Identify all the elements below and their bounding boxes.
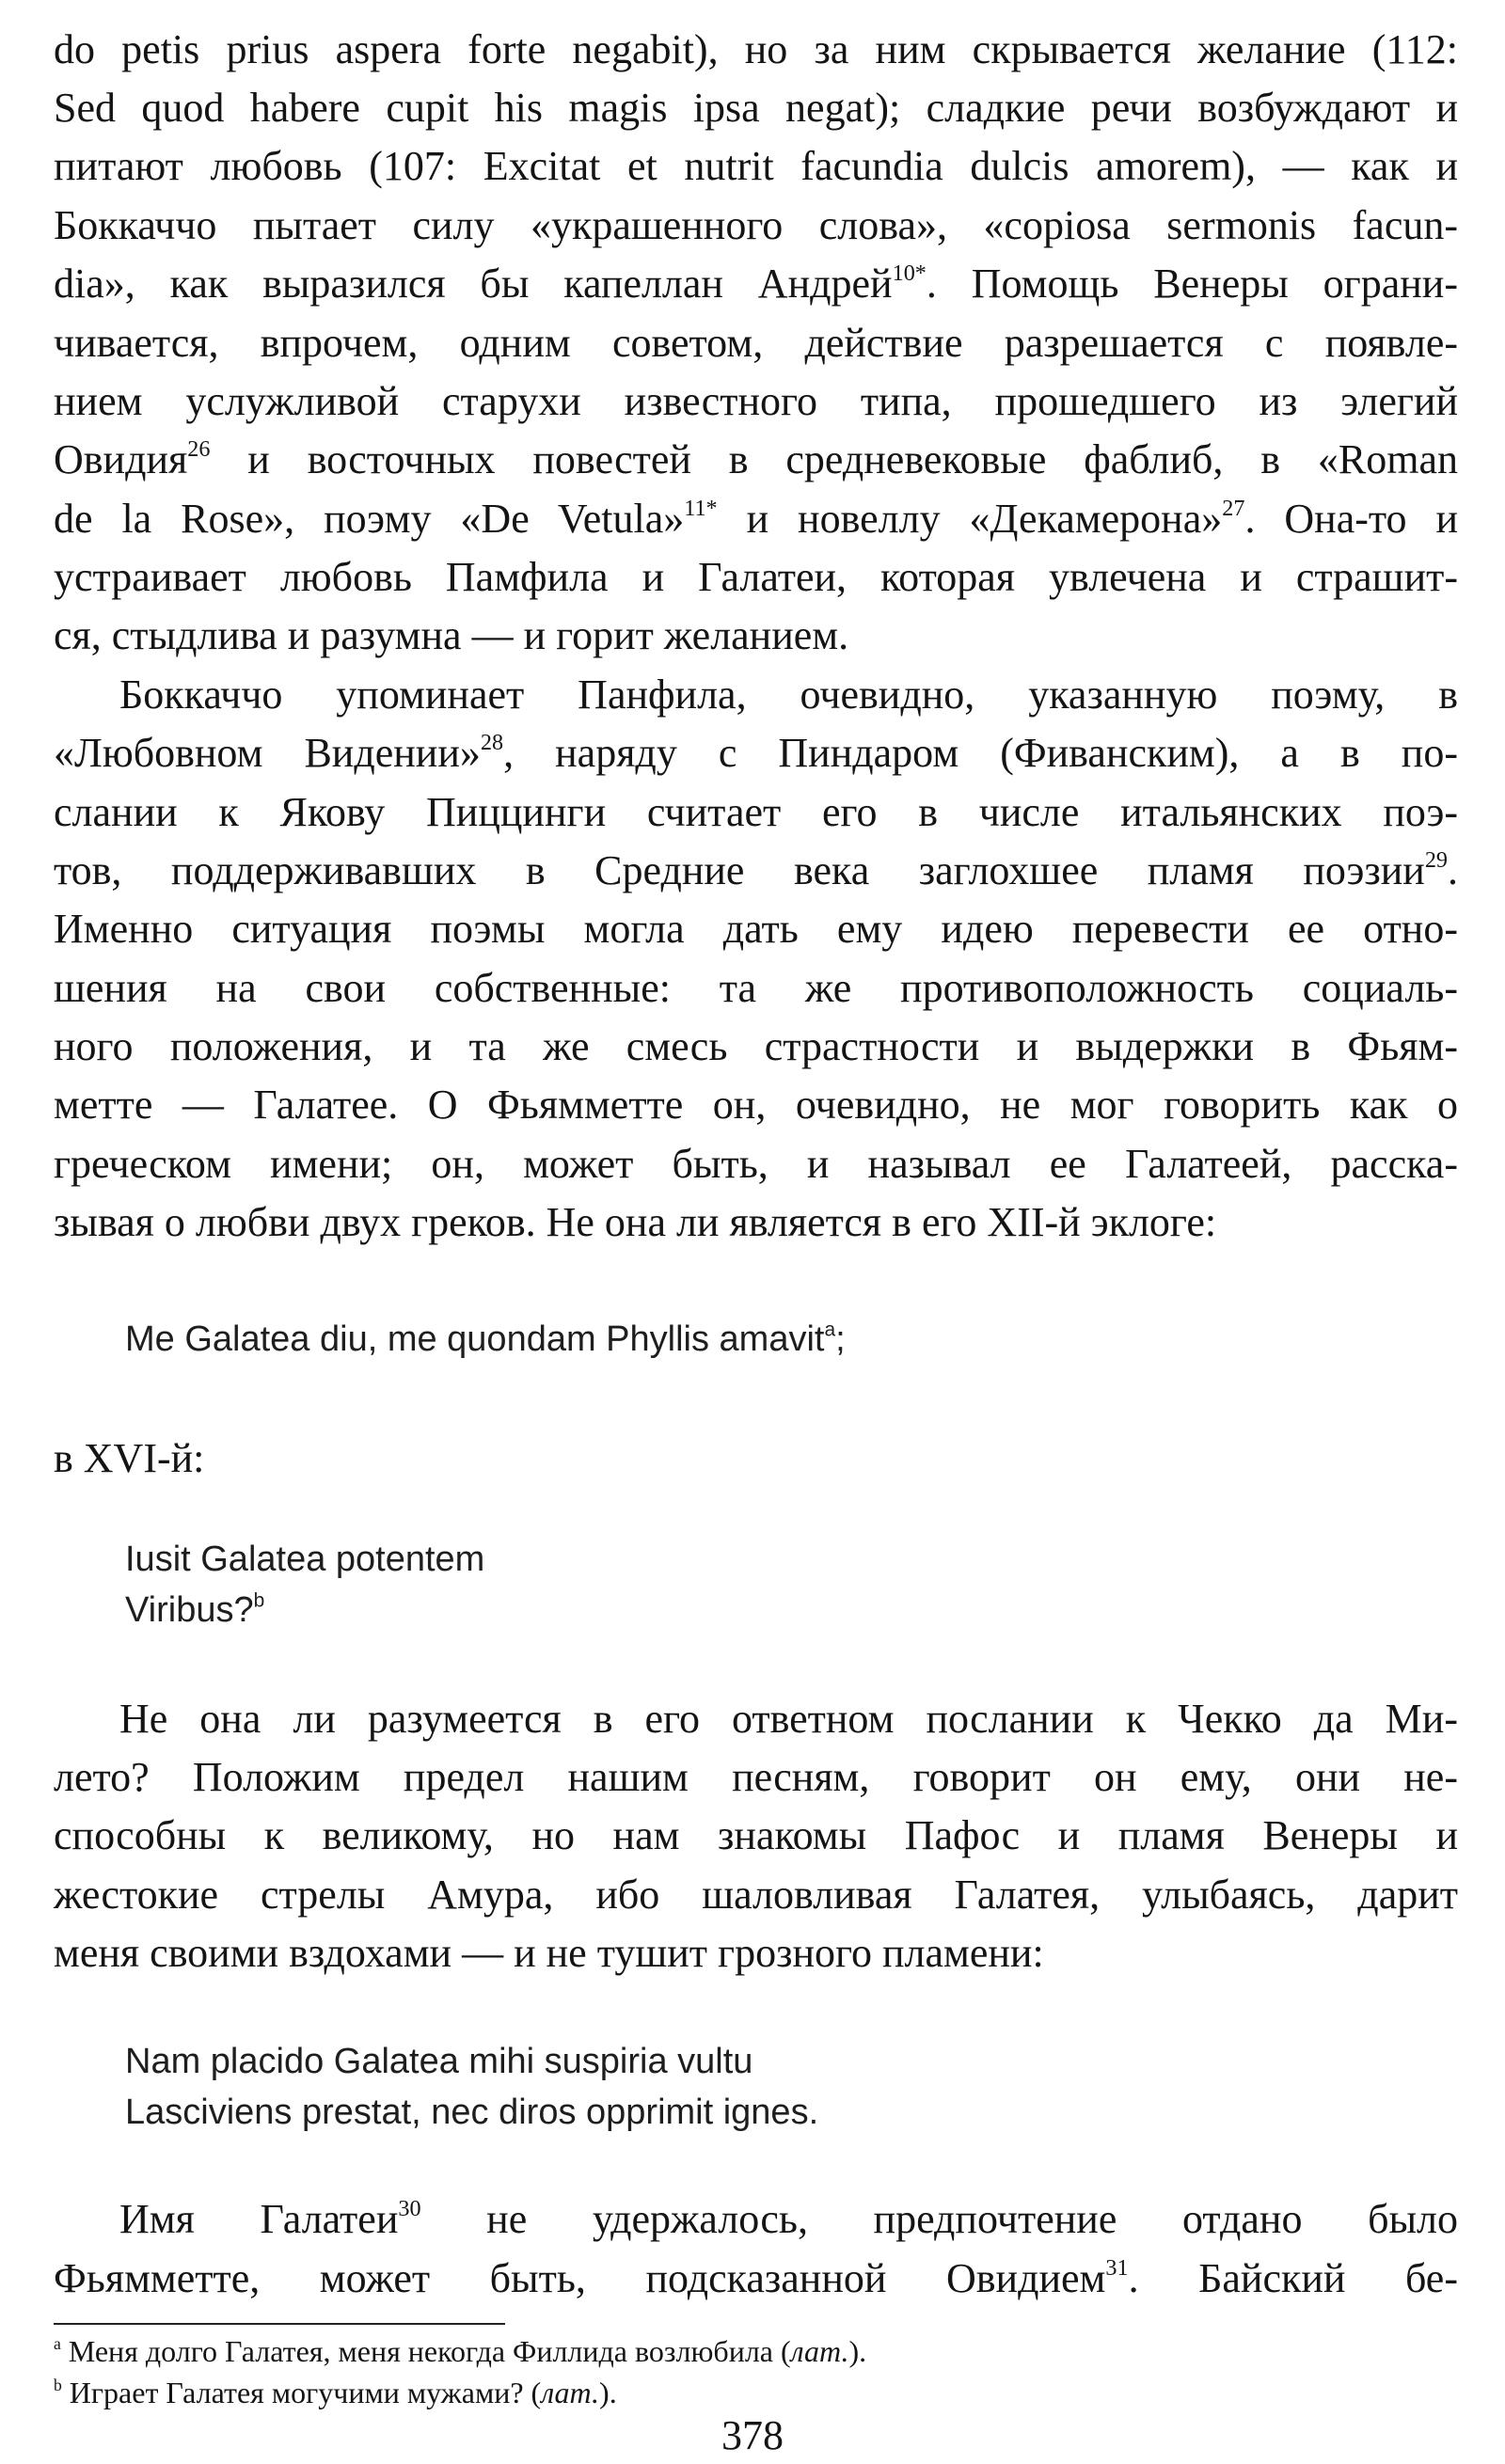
text-line: шения на свои собственные: та же противоположность социаль- [54, 965, 1458, 1011]
footnote-separator [54, 2323, 505, 2325]
latin-verse-line: Iusit Galatea potentem [125, 1540, 485, 1579]
text-line: ного положения, и та же смесь страстности и выдержки в Фьям- [54, 1023, 1458, 1069]
text-line-with-note-29: тов, поддерживавших в Средние века заглохшее пламя поэзии$^{29}$. [54, 846, 1458, 893]
text-line: жестокие стрелы Амура, ибо шаловливая Галатея, улыбаясь, дарит [54, 1872, 1458, 1918]
text-line: зывая о любви двух греков. Не она ли является в его XII-й эклоге: [54, 1199, 1217, 1245]
text-line: Sed quod habere cupit his magis ipsa negat); сладкие речи возбуждают и [54, 85, 1458, 131]
text-line: греческом имени; он, может быть, и называл ее Галатеей, расска- [54, 1141, 1458, 1187]
text-line: метте — Галатее. О Фьямметте он, очевидно, не мог говорить как о [54, 1082, 1458, 1128]
text-line: Боккаччо пытает силу «украшенного слова», «copiosa sermonis facun- [54, 202, 1458, 248]
text-line-with-note-26: Овидия$^{26}$ и восточных повестей в средневековые фаблиб, в «Roman [54, 435, 1458, 482]
text-line-with-note-30: Имя Галатеи$^{30}$ не удержалось, предпочтение отдано было [119, 2195, 1458, 2242]
text-line: чивается, впрочем, одним советом, действие разрешается с появле- [54, 320, 1458, 366]
text-line: способны к великому, но нам знакомы Пафос и пламя Венеры и [54, 1812, 1458, 1858]
text-line: do petis prius aspera forte negabit), но за ним скрывается желание (112: [54, 26, 1458, 72]
text-line: лето? Положим предел нашим песням, говорит он ему, они не- [54, 1754, 1458, 1800]
latin-verse-line: Viribus?$^b$ [125, 1589, 265, 1630]
text-line: нием услужливой старухи известного типа, прошедшего из элегий [54, 378, 1458, 424]
text-line: устраивает любовь Памфила и Галатеи, которая увлечена и страшит- [54, 554, 1458, 600]
text-line-with-note-31: Фьямметте, может быть, подсказанной Овидием$^{31}$. Байский бе- [54, 2254, 1458, 2301]
text-line: питают любовь (107: Excitat et nutrit facundia dulcis amorem), — как и [54, 143, 1458, 189]
text-line-with-notes-11-27: de la Rose», поэму «De Vetula»$^{11*}$ и новеллу «Декамерона»$^{27}$. Она-то и [54, 495, 1459, 542]
verse-lead-in: в XVI-й: [54, 1435, 205, 1481]
text-line: Именно ситуация поэмы могла дать ему идею перевести ее отно- [54, 906, 1458, 952]
latin-verse-line: Nam placido Galatea mihi suspiria vultu [125, 2042, 753, 2081]
latin-verse-line: Lasciviens prestat, nec diros opprimit ignes. [125, 2093, 819, 2132]
footnote-a: $^a$ Меня долго Галатея, меня некогда Филлида возлюбила (лат.). [54, 2333, 867, 2368]
text-line: слании к Якову Пиццинги считает его в числе итальянских поэ- [54, 789, 1458, 835]
text-line-with-note-10: dia», как выразился бы капеллан Андрей$^{10*}$. Помощь Венеры ограни- [54, 260, 1458, 307]
text-line-indent: Боккаччо упоминает Панфила, очевидно, указанную поэму, в [119, 671, 1458, 718]
text-line: меня своими вздохами — и не тушит грозного пламени: [54, 1930, 1044, 1976]
latin-verse-line: Me Galatea diu, me quondam Phyllis amavit$^a$; [125, 1319, 846, 1359]
footnote-b: $^b$ Играет Галатея могучими мужами? (лат.). [54, 2375, 617, 2409]
text-line-with-note-28: «Любовном Видении»$^{28}$, наряду с Пиндаром (Фиванским), а в по- [54, 729, 1458, 776]
text-line-indent: Не она ли разумеется в его ответном послании к Чекко да Ми- [119, 1696, 1458, 1742]
text-line: ся, стыдлива и разумна — и горит желанием. [54, 612, 849, 658]
page-number: 378 [721, 2412, 784, 2458]
